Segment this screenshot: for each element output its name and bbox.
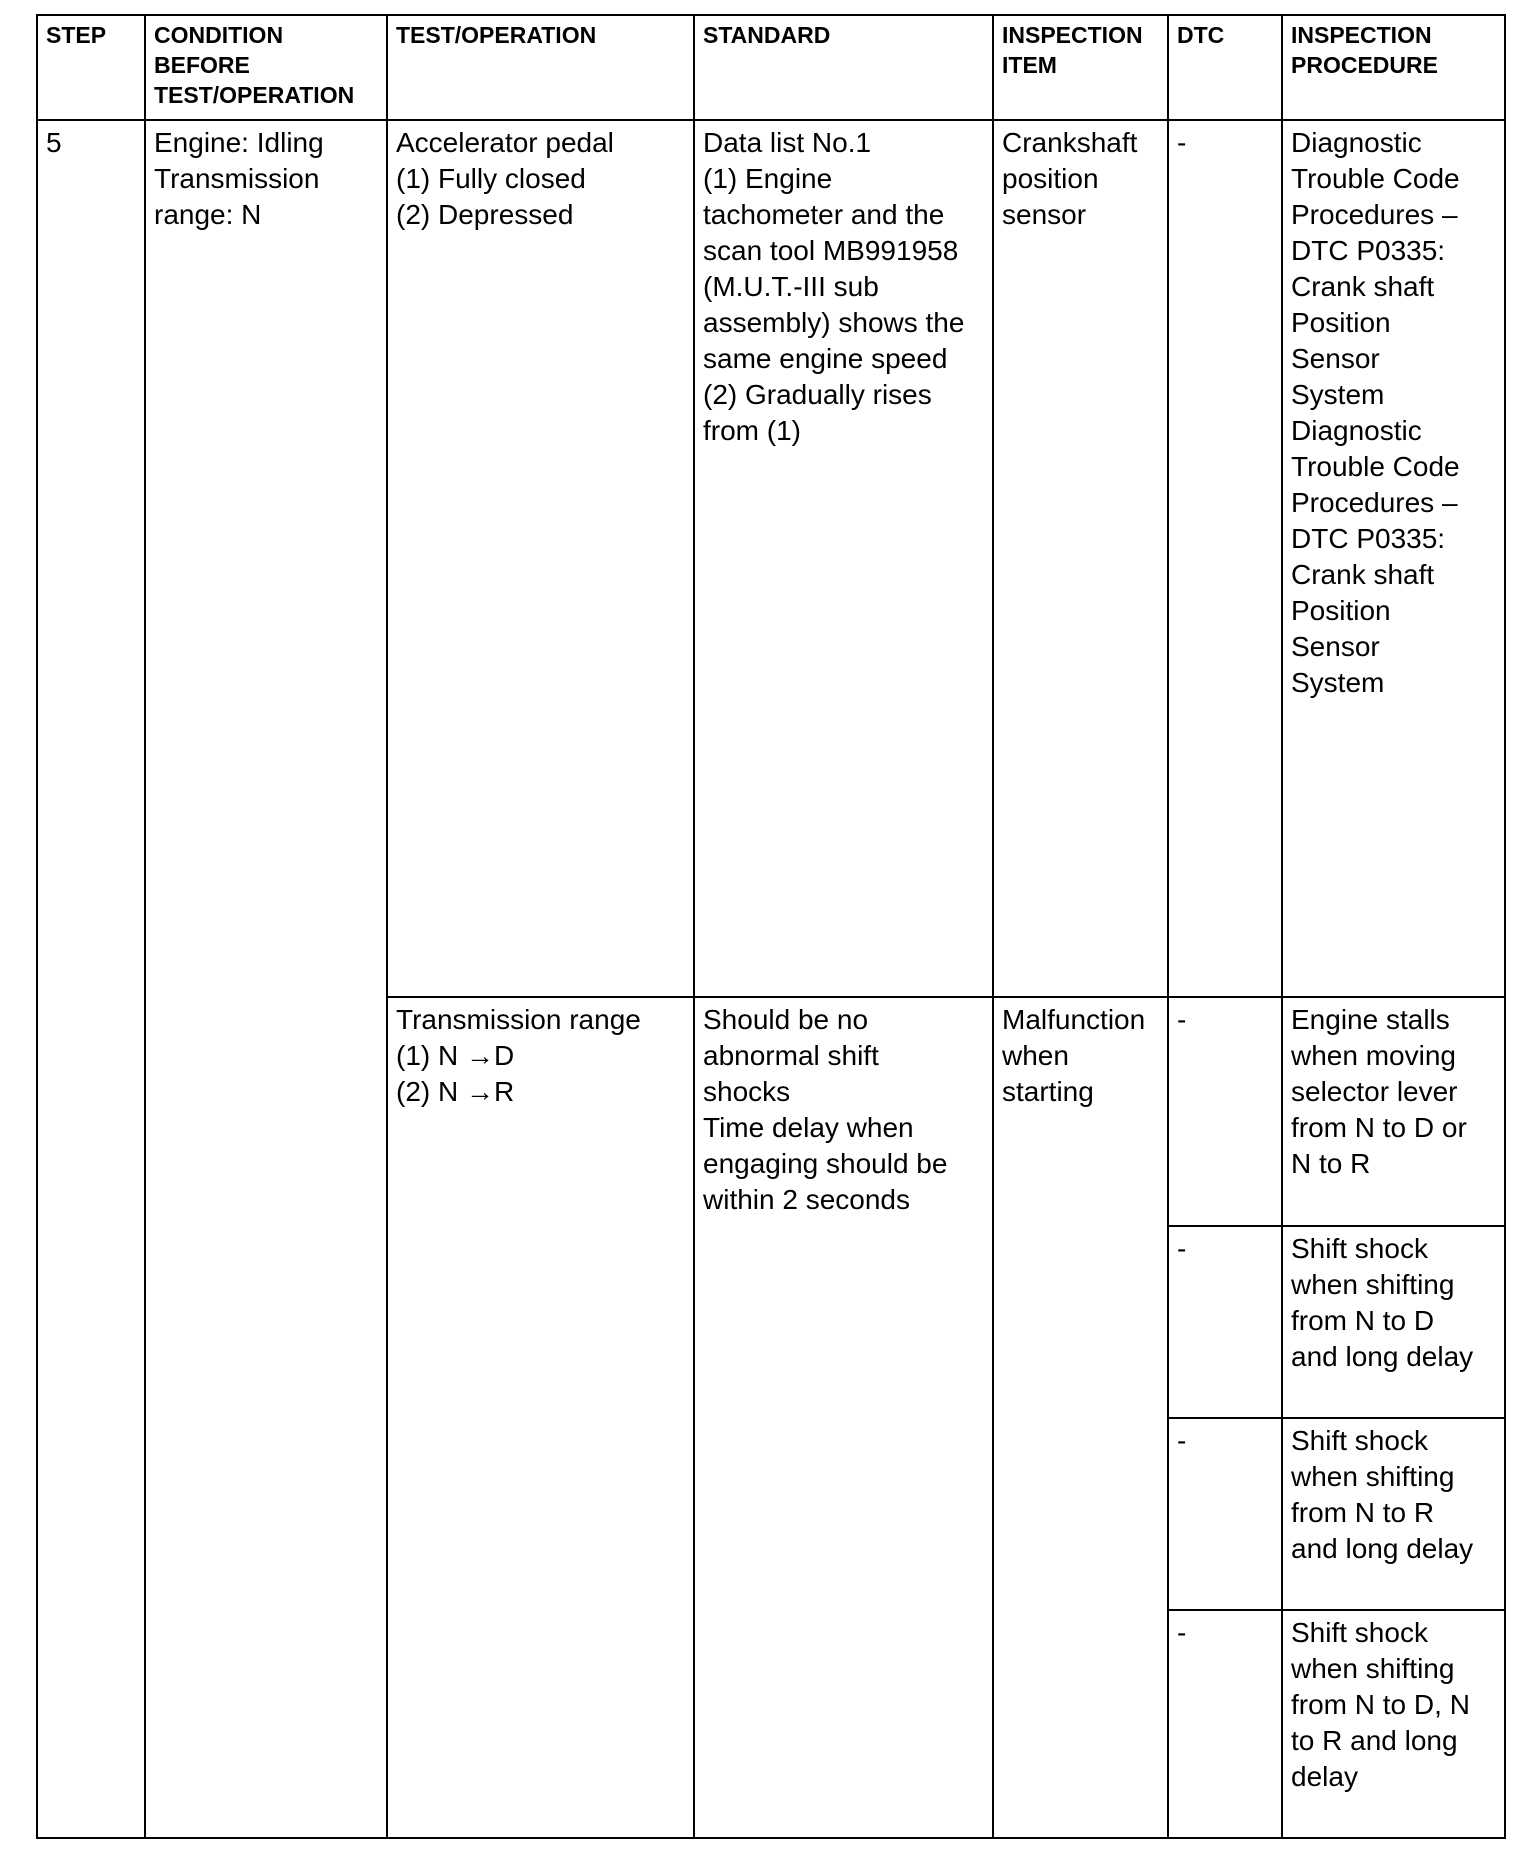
inspection-table [36,14,1506,1839]
inspection-procedure-cell: Engine stalls when moving selector lever from N to D or N to R [1282,997,1505,1226]
test-operation-cell: Accelerator pedal (1) Fully closed (2) Depressed [387,120,694,997]
inspection-procedure-cell: Shift shock when shifting from N to R and long delay [1282,1418,1505,1610]
standard-cell: Should be no abnormal shift shocks Time delay when engaging should be within 2 seconds [694,997,993,1838]
header-dtc: DTC [1168,15,1282,120]
header-condition: CONDITION BEFORE TEST/OPERATION [145,15,387,120]
inspection-procedure-cell: Shift shock when shifting from N to D and long delay [1282,1226,1505,1418]
inspection-procedure-cell: Shift shock when shifting from N to D, N to R and long delay [1282,1610,1505,1838]
dtc-cell: - [1168,120,1282,997]
inspection-item-cell: Malfunction when starting [993,997,1168,1838]
header-step: STEP [37,15,145,120]
header-inspection-item: INSPECTION ITEM [993,15,1168,120]
step-number: 5 [46,127,62,158]
inspection-procedure-cell: Diagnostic Trouble Code Procedures – DTC P0335: Crank shaft Position Sensor System Diagnostic Trouble Code Procedures – DTC P0335: Crank shaft Position Sensor System [1282,120,1505,997]
header-standard: STANDARD [694,15,993,120]
header-test-operation: TEST/OPERATION [387,15,694,120]
header-inspection-procedure: INSPECTION PROCEDURE [1282,15,1505,120]
dtc-cell: - [1168,997,1282,1226]
standard-cell: Data list No.1 (1) Engine tachometer and the scan tool MB991958 (M.U.T.-III sub assembly) shows the same engine speed (2) Gradually rises from (1) [694,120,993,997]
dtc-cell: - [1168,1226,1282,1418]
inspection-item-cell: Crankshaft position sensor [993,120,1168,997]
test-operation-cell: Transmission range (1) N →D (2) N →R [387,997,694,1838]
header-row [37,15,1505,120]
step-cell [37,120,145,1838]
table-row [37,120,1505,997]
dtc-cell: - [1168,1610,1282,1838]
condition-cell: Engine: Idling Transmission range: N [145,120,387,1838]
dtc-cell: - [1168,1418,1282,1610]
